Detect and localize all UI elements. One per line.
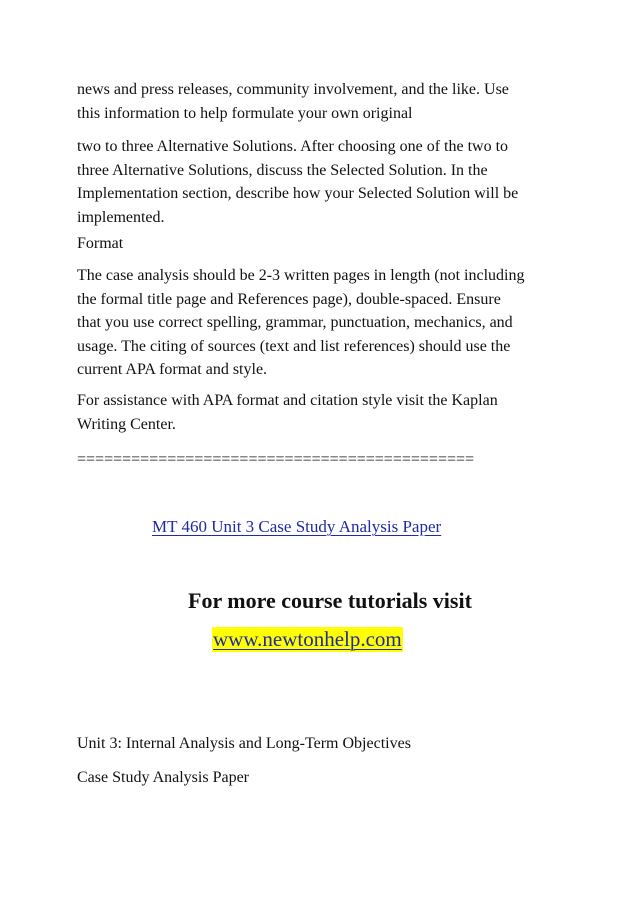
text-line: Writing Center. [77,415,176,433]
paragraph-alternative-solutions [77,135,567,229]
course-link[interactable]: MT 460 Unit 3 Case Study Analysis Paper [152,517,442,536]
website-link[interactable]: www.newtonhelp.com [213,627,402,651]
text-line: news and press releases, community involvement, and the like. Use [77,81,509,98]
unit-title: Unit 3: Internal Analysis and Long-Term Objectives [77,735,411,752]
text-line: The case analysis should be 2-3 written pages in length (not including [77,267,525,284]
text-line: three Alternative Solutions, discuss the Selected Solution. In the [77,161,488,179]
text-line: two to three Alternative Solutions. After choosing one of the two to [77,138,509,155]
text-line: Implementation section, describe how your Selected Solution will be [77,185,519,202]
text-line: For assistance with APA format and citation style visit the Kaplan [77,392,498,409]
text-line: implemented. [77,208,165,226]
case-study-title: Case Study Analysis Paper [77,769,249,786]
text-line: usage. The citing of sources (text and list references) should use the [77,337,511,355]
paragraph-format-requirements [77,264,567,382]
format-heading-text: Format [77,235,124,252]
text-line: that you use correct spelling, grammar, punctuation, mechanics, and [77,314,513,331]
promo-heading: For more course tutorials visit [188,588,472,613]
text-line: this information to help formulate your own original [77,104,413,122]
format-heading [77,232,567,256]
paragraph-apa-assistance [77,389,567,436]
text-line: current APA format and style. [77,361,268,378]
text-line: the formal title page and References page), double-spaced. Ensure [77,290,501,308]
paragraph-source-info [77,78,567,125]
separator-line: ============================================ [77,451,475,468]
